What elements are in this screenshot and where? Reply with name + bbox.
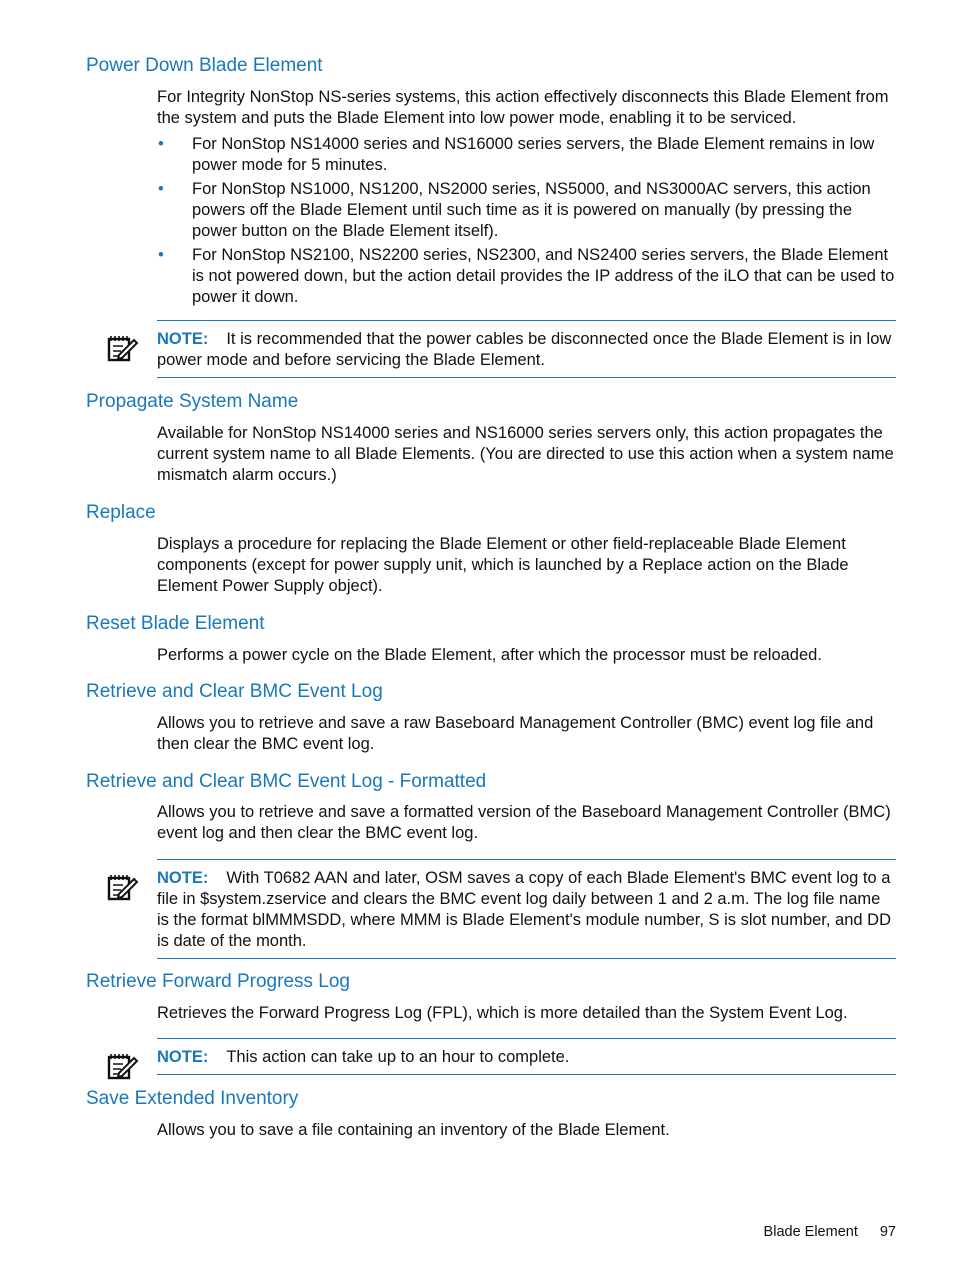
heading-retrieve-forward-progress-log: Retrieve Forward Progress Log: [86, 971, 350, 992]
bullet-text: For NonStop NS1000, NS1200, NS2000 series, NS5000, and NS3000AC servers, this action powers off the Blade Element until such time as it is powered on manually (by pressing the power button on the Blade Element itself).: [192, 180, 871, 240]
note-icon: [107, 333, 139, 363]
bullet-text: For NonStop NS14000 series and NS16000 series servers, the Blade Element remains in low power mode for 5 minutes.: [192, 135, 875, 174]
note-text: This action can take up to an hour to complete.: [226, 1048, 570, 1066]
note-power-cables: [157, 320, 896, 378]
save-inventory-text: Allows you to save a file containing an inventory of the Blade Element.: [157, 1121, 670, 1139]
note-text: With T0682 AAN and later, OSM saves a copy of each Blade Element's BMC event log to a file in $system.zservice and clears the BMC event log daily between 1 and 2 a.m. The log file name is the format blMMMSDD, where MMM is Blade Element's module number, S is slot number, and DD is date of the month.: [157, 869, 891, 950]
note-icon: [107, 1051, 139, 1081]
heading-retrieve-clear-bmc-event-log-formatted: Retrieve and Clear BMC Event Log - Formatted: [86, 771, 487, 792]
footer-section-name: Blade Element: [763, 1224, 858, 1240]
heading-power-down-blade-element: Power Down Blade Element: [86, 55, 323, 76]
bullet-marker: •: [158, 135, 164, 153]
note-label: NOTE:: [157, 869, 209, 887]
retrieve-bmc-text: Allows you to retrieve and save a raw Baseboard Management Controller (BMC) event log file and then clear the BMC event log.: [157, 714, 874, 753]
list-item: [157, 179, 897, 242]
page-footer: [764, 1222, 896, 1242]
retrieve-bmc-formatted-text: Allows you to retrieve and save a formatted version of the Baseboard Management Controller (BMC) event log and then clear the BMC event log.: [157, 803, 891, 842]
bullet-marker: •: [158, 180, 164, 198]
retrieve-fpl-text: Retrieves the Forward Progress Log (FPL), which is more detailed than the System Event Log.: [157, 1004, 848, 1022]
note-bmc-log-copy: [157, 859, 896, 959]
page-number: 97: [879, 1224, 896, 1240]
heading-save-extended-inventory: Save Extended Inventory: [86, 1088, 299, 1109]
power-down-bullet-list: [157, 134, 897, 311]
heading-retrieve-clear-bmc-event-log: Retrieve and Clear BMC Event Log: [86, 681, 383, 702]
note-label: NOTE:: [157, 1048, 209, 1066]
bullet-marker: •: [158, 246, 164, 264]
reset-text: Performs a power cycle on the Blade Element, after which the processor must be reloaded.: [157, 646, 822, 664]
bullet-text: For NonStop NS2100, NS2200 series, NS2300, and NS2400 series servers, the Blade Element is not powered down, but the action detail provides the IP address of the iLO that can be used to power it down.: [192, 246, 895, 306]
heading-propagate-system-name: Propagate System Name: [86, 391, 299, 412]
list-item: [157, 245, 897, 308]
replace-text: Displays a procedure for replacing the Blade Element or other field-replaceable Blade Element components (except for power supply unit, which is launched by a Replace action on the Blade Element Power Supply object).: [157, 535, 849, 595]
note-fpl-duration: [157, 1038, 896, 1075]
heading-reset-blade-element: Reset Blade Element: [86, 613, 265, 634]
note-label: NOTE:: [157, 330, 209, 348]
power-down-intro: For Integrity NonStop NS-series systems, this action effectively disconnects this Blade Element from the system and puts the Blade Element into low power mode, enabling it to be serviced.: [157, 88, 889, 127]
propagate-text: Available for NonStop NS14000 series and NS16000 series servers only, this action propagates the current system name to all Blade Elements. (You are directed to use this action when a system name mismatch alarm occurs.): [157, 424, 894, 484]
note-icon: [107, 872, 139, 902]
list-item: [157, 134, 897, 176]
heading-replace: Replace: [86, 502, 156, 523]
note-text: It is recommended that the power cables be disconnected once the Blade Element is in low power mode and before servicing the Blade Element.: [157, 330, 892, 369]
